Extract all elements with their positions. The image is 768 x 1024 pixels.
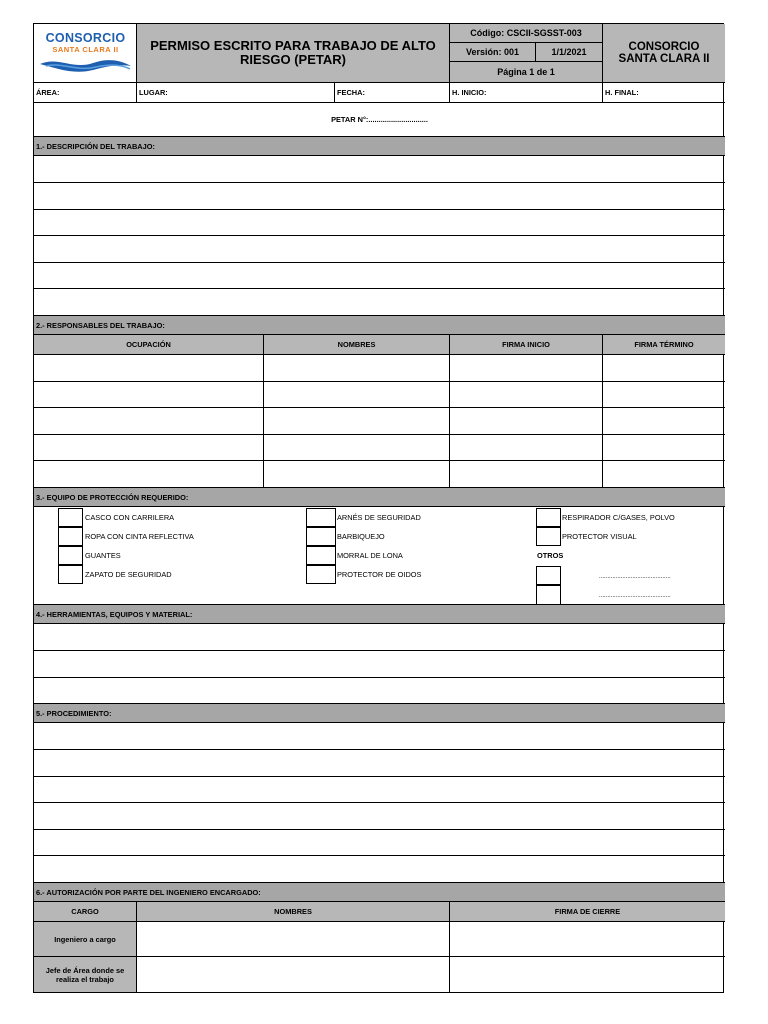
tools-line[interactable] bbox=[34, 624, 725, 651]
company-logo bbox=[38, 32, 133, 76]
signature-start-cell[interactable] bbox=[450, 382, 603, 408]
epp-label: ROPA CON CINTA REFLECTIVA bbox=[85, 532, 194, 541]
col-header-nombres: NOMBRES bbox=[264, 335, 450, 355]
cargo-ingeniero: Ingeniero a cargo bbox=[34, 922, 137, 957]
signature-end-cell[interactable] bbox=[603, 408, 725, 435]
signature-end-cell[interactable] bbox=[603, 382, 725, 408]
checkbox-barbiquejo[interactable] bbox=[306, 527, 336, 546]
logo-cell bbox=[34, 24, 137, 83]
col-header-cargo: CARGO bbox=[34, 902, 137, 922]
checkbox-protector-oidos[interactable] bbox=[306, 565, 336, 584]
auth-name-field[interactable] bbox=[137, 957, 450, 992]
signature-start-cell[interactable] bbox=[450, 408, 603, 435]
occupation-cell[interactable] bbox=[34, 382, 264, 408]
otros-line[interactable]: ........................................... bbox=[599, 574, 671, 580]
procedure-line[interactable] bbox=[34, 777, 725, 803]
epp-label: BARBIQUEJO bbox=[337, 532, 385, 541]
description-line[interactable] bbox=[34, 210, 725, 236]
section-6-header: 6.- AUTORIZACIÓN POR PARTE DEL INGENIERO ENCARGADO: bbox=[34, 883, 725, 902]
auth-signature-field[interactable] bbox=[450, 957, 725, 992]
epp-label: CASCO CON CARRILERA bbox=[85, 513, 175, 522]
section-1-header: 1.- DESCRIPCIÓN DEL TRABAJO: bbox=[34, 137, 725, 156]
occupation-cell[interactable] bbox=[34, 408, 264, 435]
checkbox-zapato[interactable] bbox=[58, 565, 83, 584]
company-name: CONSORCIO SANTA CLARA II bbox=[603, 24, 725, 83]
procedure-line[interactable] bbox=[34, 803, 725, 830]
document-code: Código: CSCII-SGSST-003 bbox=[450, 24, 603, 43]
page-number: Página 1 de 1 bbox=[450, 62, 603, 83]
checkbox-protector-visual[interactable] bbox=[536, 527, 561, 546]
occupation-cell[interactable] bbox=[34, 435, 264, 461]
otros-line[interactable]: ........................................... bbox=[599, 593, 671, 599]
checkbox-otros-2[interactable] bbox=[536, 585, 561, 605]
occupation-cell[interactable] bbox=[34, 355, 264, 382]
signature-end-cell[interactable] bbox=[603, 435, 725, 461]
name-cell[interactable] bbox=[264, 382, 450, 408]
signature-end-cell[interactable] bbox=[603, 461, 725, 488]
checkbox-respirador[interactable] bbox=[536, 508, 561, 527]
section-4-header: 4.- HERRAMIENTAS, EQUIPOS Y MATERIAL: bbox=[34, 605, 725, 624]
checkbox-arnes[interactable] bbox=[306, 508, 336, 527]
checkbox-ropa-reflectiva[interactable] bbox=[58, 527, 83, 546]
col-header-firma-cierre: FIRMA DE CIERRE bbox=[450, 902, 725, 922]
signature-start-cell[interactable] bbox=[450, 355, 603, 382]
area-field[interactable]: ÁREA: bbox=[34, 83, 137, 103]
auth-name-field[interactable] bbox=[137, 922, 450, 957]
epp-label: PROTECTOR DE OIDOS bbox=[337, 570, 422, 579]
epp-label: MORRAL DE LONA bbox=[337, 551, 403, 560]
section-3-header: 3.- EQUIPO DE PROTECCIÓN REQUERIDO: bbox=[34, 488, 725, 507]
lugar-field[interactable]: LUGAR: bbox=[137, 83, 335, 103]
version-date: 1/1/2021 bbox=[536, 43, 603, 62]
procedure-line[interactable] bbox=[34, 856, 725, 883]
checkbox-guantes[interactable] bbox=[58, 546, 83, 565]
col-header-firma-inicio: FIRMA INICIO bbox=[450, 335, 603, 355]
checkbox-otros-1[interactable] bbox=[536, 566, 561, 585]
checkbox-morral[interactable] bbox=[306, 546, 336, 565]
fecha-field[interactable]: FECHA: bbox=[335, 83, 450, 103]
logo-subtitle: SANTA CLARA II bbox=[52, 45, 119, 54]
description-line[interactable] bbox=[34, 156, 725, 183]
document-title: PERMISO ESCRITO PARA TRABAJO DE ALTO RIESGO (PETAR) bbox=[137, 24, 450, 83]
section-5-header: 5.- PROCEDIMIENTO: bbox=[34, 704, 725, 723]
checkbox-casco[interactable] bbox=[58, 508, 83, 527]
h-inicio-field[interactable]: H. INICIO: bbox=[450, 83, 603, 103]
epp-label: GUANTES bbox=[85, 551, 121, 560]
otros-label: OTROS bbox=[537, 551, 564, 560]
epp-label: ZAPATO DE SEGURIDAD bbox=[85, 570, 172, 579]
procedure-line[interactable] bbox=[34, 723, 725, 750]
procedure-line[interactable] bbox=[34, 750, 725, 777]
cargo-jefe-area: Jefe de Área donde se realiza el trabajo bbox=[34, 957, 137, 992]
name-cell[interactable] bbox=[264, 461, 450, 488]
name-cell[interactable] bbox=[264, 355, 450, 382]
signature-end-cell[interactable] bbox=[603, 355, 725, 382]
col-header-ocupacion: OCUPACIÓN bbox=[34, 335, 264, 355]
h-final-field[interactable]: H. FINAL: bbox=[603, 83, 725, 103]
col-header-firma-termino: FIRMA TÉRMINO bbox=[603, 335, 725, 355]
description-line[interactable] bbox=[34, 289, 725, 316]
occupation-cell[interactable] bbox=[34, 461, 264, 488]
auth-signature-field[interactable] bbox=[450, 922, 725, 957]
petar-number-field[interactable]: PETAR N°:............................. bbox=[34, 103, 725, 137]
col-header-auth-nombres: NOMBRES bbox=[137, 902, 450, 922]
tools-line[interactable] bbox=[34, 678, 725, 704]
description-line[interactable] bbox=[34, 236, 725, 263]
name-cell[interactable] bbox=[264, 408, 450, 435]
signature-start-cell[interactable] bbox=[450, 435, 603, 461]
document-version: Versión: 001 bbox=[450, 43, 536, 62]
wave-icon bbox=[38, 54, 133, 74]
description-line[interactable] bbox=[34, 263, 725, 289]
name-cell[interactable] bbox=[264, 435, 450, 461]
tools-line[interactable] bbox=[34, 651, 725, 678]
description-line[interactable] bbox=[34, 183, 725, 210]
epp-label: ARNÉS DE SEGURIDAD bbox=[337, 513, 421, 522]
procedure-line[interactable] bbox=[34, 830, 725, 856]
petar-form bbox=[33, 23, 724, 993]
epp-label: PROTECTOR VISUAL bbox=[562, 532, 637, 541]
section-2-header: 2.- RESPONSABLES DEL TRABAJO: bbox=[34, 316, 725, 335]
signature-start-cell[interactable] bbox=[450, 461, 603, 488]
logo-wordmark: CONSORCIO bbox=[45, 31, 126, 45]
epp-label: RESPIRADOR C/GASES, POLVO bbox=[562, 513, 675, 522]
